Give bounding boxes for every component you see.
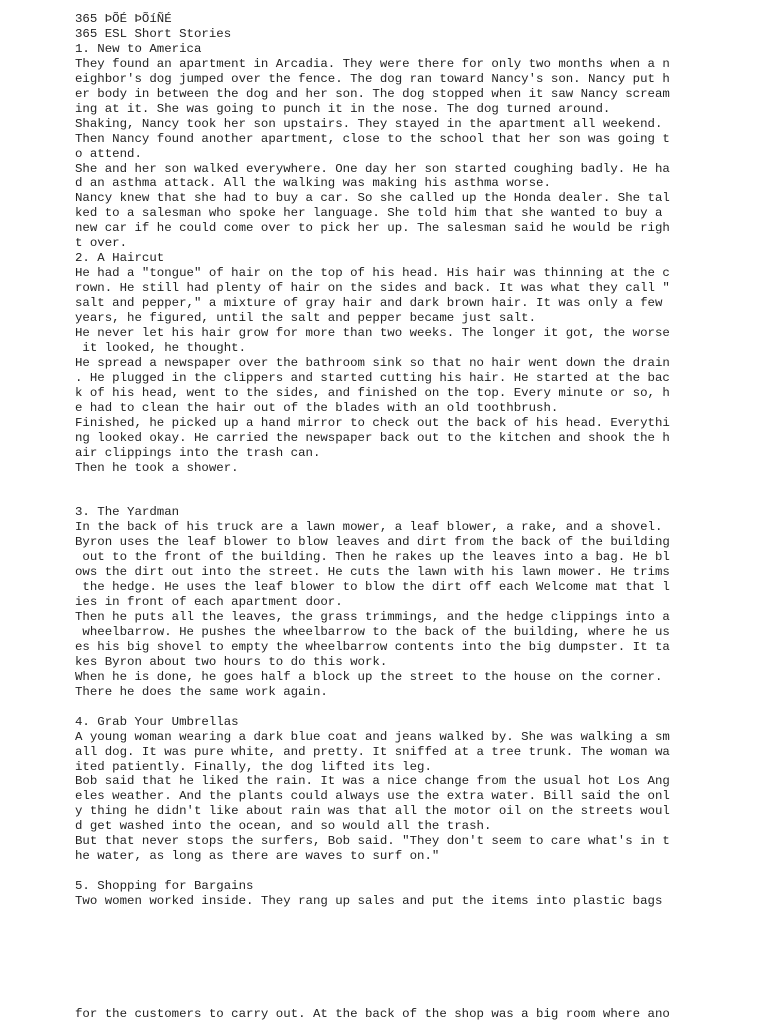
text-line: Shaking, Nancy took her son upstairs. They stayed in the apartment all weekend. (75, 116, 663, 131)
text-line: They found an apartment in Arcadia. They were there for only two months when a n (75, 56, 670, 71)
text-line: ies in front of each apartment door. (75, 595, 343, 609)
text-line: air clippings into the trash can. (75, 445, 321, 460)
text-line: ows the dirt out into the street. He cuts the lawn with his lawn mower. He trims (75, 565, 670, 580)
text-line: There he does the same work again. (75, 684, 328, 699)
text-line: 2. A Haircut (75, 251, 165, 266)
text-line: Then he took a shower. (75, 460, 239, 475)
text-line: kes Byron about two hours to do this work. (75, 654, 388, 669)
text-line: o attend. (75, 146, 142, 161)
text-line: . He plugged in the clippers and started cutting his hair. He started at the bac (75, 370, 670, 385)
text-line: Bob said that he liked the rain. It was a nice change from the usual hot Los Ang (75, 774, 670, 789)
text-line: e had to clean the hair out of the blades with an old toothbrush. (75, 400, 559, 415)
text-line: ng looked okay. He carried the newspaper back out to the kitchen and shook the h (75, 430, 670, 445)
text-line: Finished, he picked up a hand mirror to check out the back of his head. Everythi (75, 415, 670, 430)
text-line: es his big shovel to empty the wheelbarrow contents into the big dumpster. It ta (75, 639, 670, 654)
text-line: 3. The Yardman (75, 505, 180, 520)
text-line: 1. New to America (75, 41, 202, 56)
text-line: Nancy knew that she had to buy a car. So she called up the Honda dealer. She tal (75, 191, 670, 206)
text-line: Byron uses the leaf blower to blow leaves and dirt from the back of the building (75, 535, 670, 550)
text-line: wheelbarrow. He pushes the wheelbarrow to the back of the building, where he us (75, 624, 670, 639)
text-line: years, he figured, until the salt and pepper became just salt. (75, 311, 537, 325)
text-line: y thing he didn't like about rain was that all the motor oil on the streets woul (75, 804, 670, 819)
text-line: ited patiently. Finally, the dog lifted its leg. (75, 759, 432, 774)
text-line: eles weather. And the plants could always use the extra water. Bill said the onl (75, 789, 670, 804)
text-line: 4. Grab Your Umbrellas (75, 714, 239, 729)
text-line: it looked, he thought. (75, 340, 247, 355)
text-line: 5. Shopping for Bargains (75, 879, 254, 894)
text-line: ing at it. She was going to punch it in the nose. The dog turned around. (75, 101, 611, 116)
text-line: 365 ÞÕÉ ÞÕíÑÉ (75, 12, 172, 26)
text-line: rown. He still had plenty of hair on the sides and back. It was what they call " (75, 281, 670, 296)
text-line: ked to a salesman who spoke her language. She told him that she wanted to buy a (75, 206, 663, 221)
text-line: d an asthma attack. All the walking was making his asthma worse. (75, 176, 551, 191)
text-line: er body in between the dog and her son. The dog stopped when it saw Nancy scream (75, 86, 670, 101)
text-line: He never let his hair grow for more than two weeks. The longer it got, the worse (75, 325, 670, 340)
text-line: all dog. It was pure white, and pretty. It sniffed at a tree trunk. The woman wa (75, 744, 670, 759)
text-line: When he is done, he goes half a block up the street to the house on the corner. (75, 669, 663, 684)
text-line: Then Nancy found another apartment, close to the school that her son was going t (75, 131, 670, 146)
text-line: He spread a newspaper over the bathroom sink so that no hair went down the drain (75, 355, 670, 370)
text-line: She and her son walked everywhere. One day her son started coughing badly. He ha (75, 161, 670, 176)
text-line: the hedge. He uses the leaf blower to blow the dirt off each Welcome mat that l (75, 580, 670, 595)
text-line: t over. (75, 236, 128, 251)
text-line: He had a "tongue" of hair on the top of his head. His hair was thinning at the c (75, 266, 670, 281)
text-line: 365 ESL Short Stories (75, 26, 232, 41)
text-line: salt and pepper," a mixture of gray hair and dark brown hair. It was only a few (75, 296, 663, 311)
text-line: k of his head, went to the sides, and finished on the top. Every minute or so, h (75, 385, 670, 400)
text-line: Two women worked inside. They rang up sales and put the items into plastic bags (75, 894, 663, 908)
text-line: d get washed into the ocean, and so would all the trash. (75, 819, 492, 834)
text-line: A young woman wearing a dark blue coat and jeans walked by. She was walking a sm (75, 729, 670, 744)
text-line: out to the front of the building. Then he rakes up the leaves into a bag. He bl (75, 550, 670, 565)
text-line: But that never stops the surfers, Bob said. "They don't seem to care what's in t (75, 834, 670, 849)
text-line: new car if he could come over to pick her up. The salesman said he would be righ (75, 221, 670, 236)
text-line: Then he puts all the leaves, the grass trimmings, and the hedge clippings into a (75, 610, 670, 624)
text-line: In the back of his truck are a lawn mower, a leaf blower, a rake, and a shovel. (75, 520, 663, 535)
text-line: he water, as long as there are waves to surf on." (75, 849, 440, 864)
text-line: eighbor's dog jumped over the fence. The dog ran toward Nancy's son. Nancy put h (75, 71, 670, 86)
page-bottom-line: for the customers to carry out. At the back of the shop was a big room where ano (75, 1007, 670, 1021)
